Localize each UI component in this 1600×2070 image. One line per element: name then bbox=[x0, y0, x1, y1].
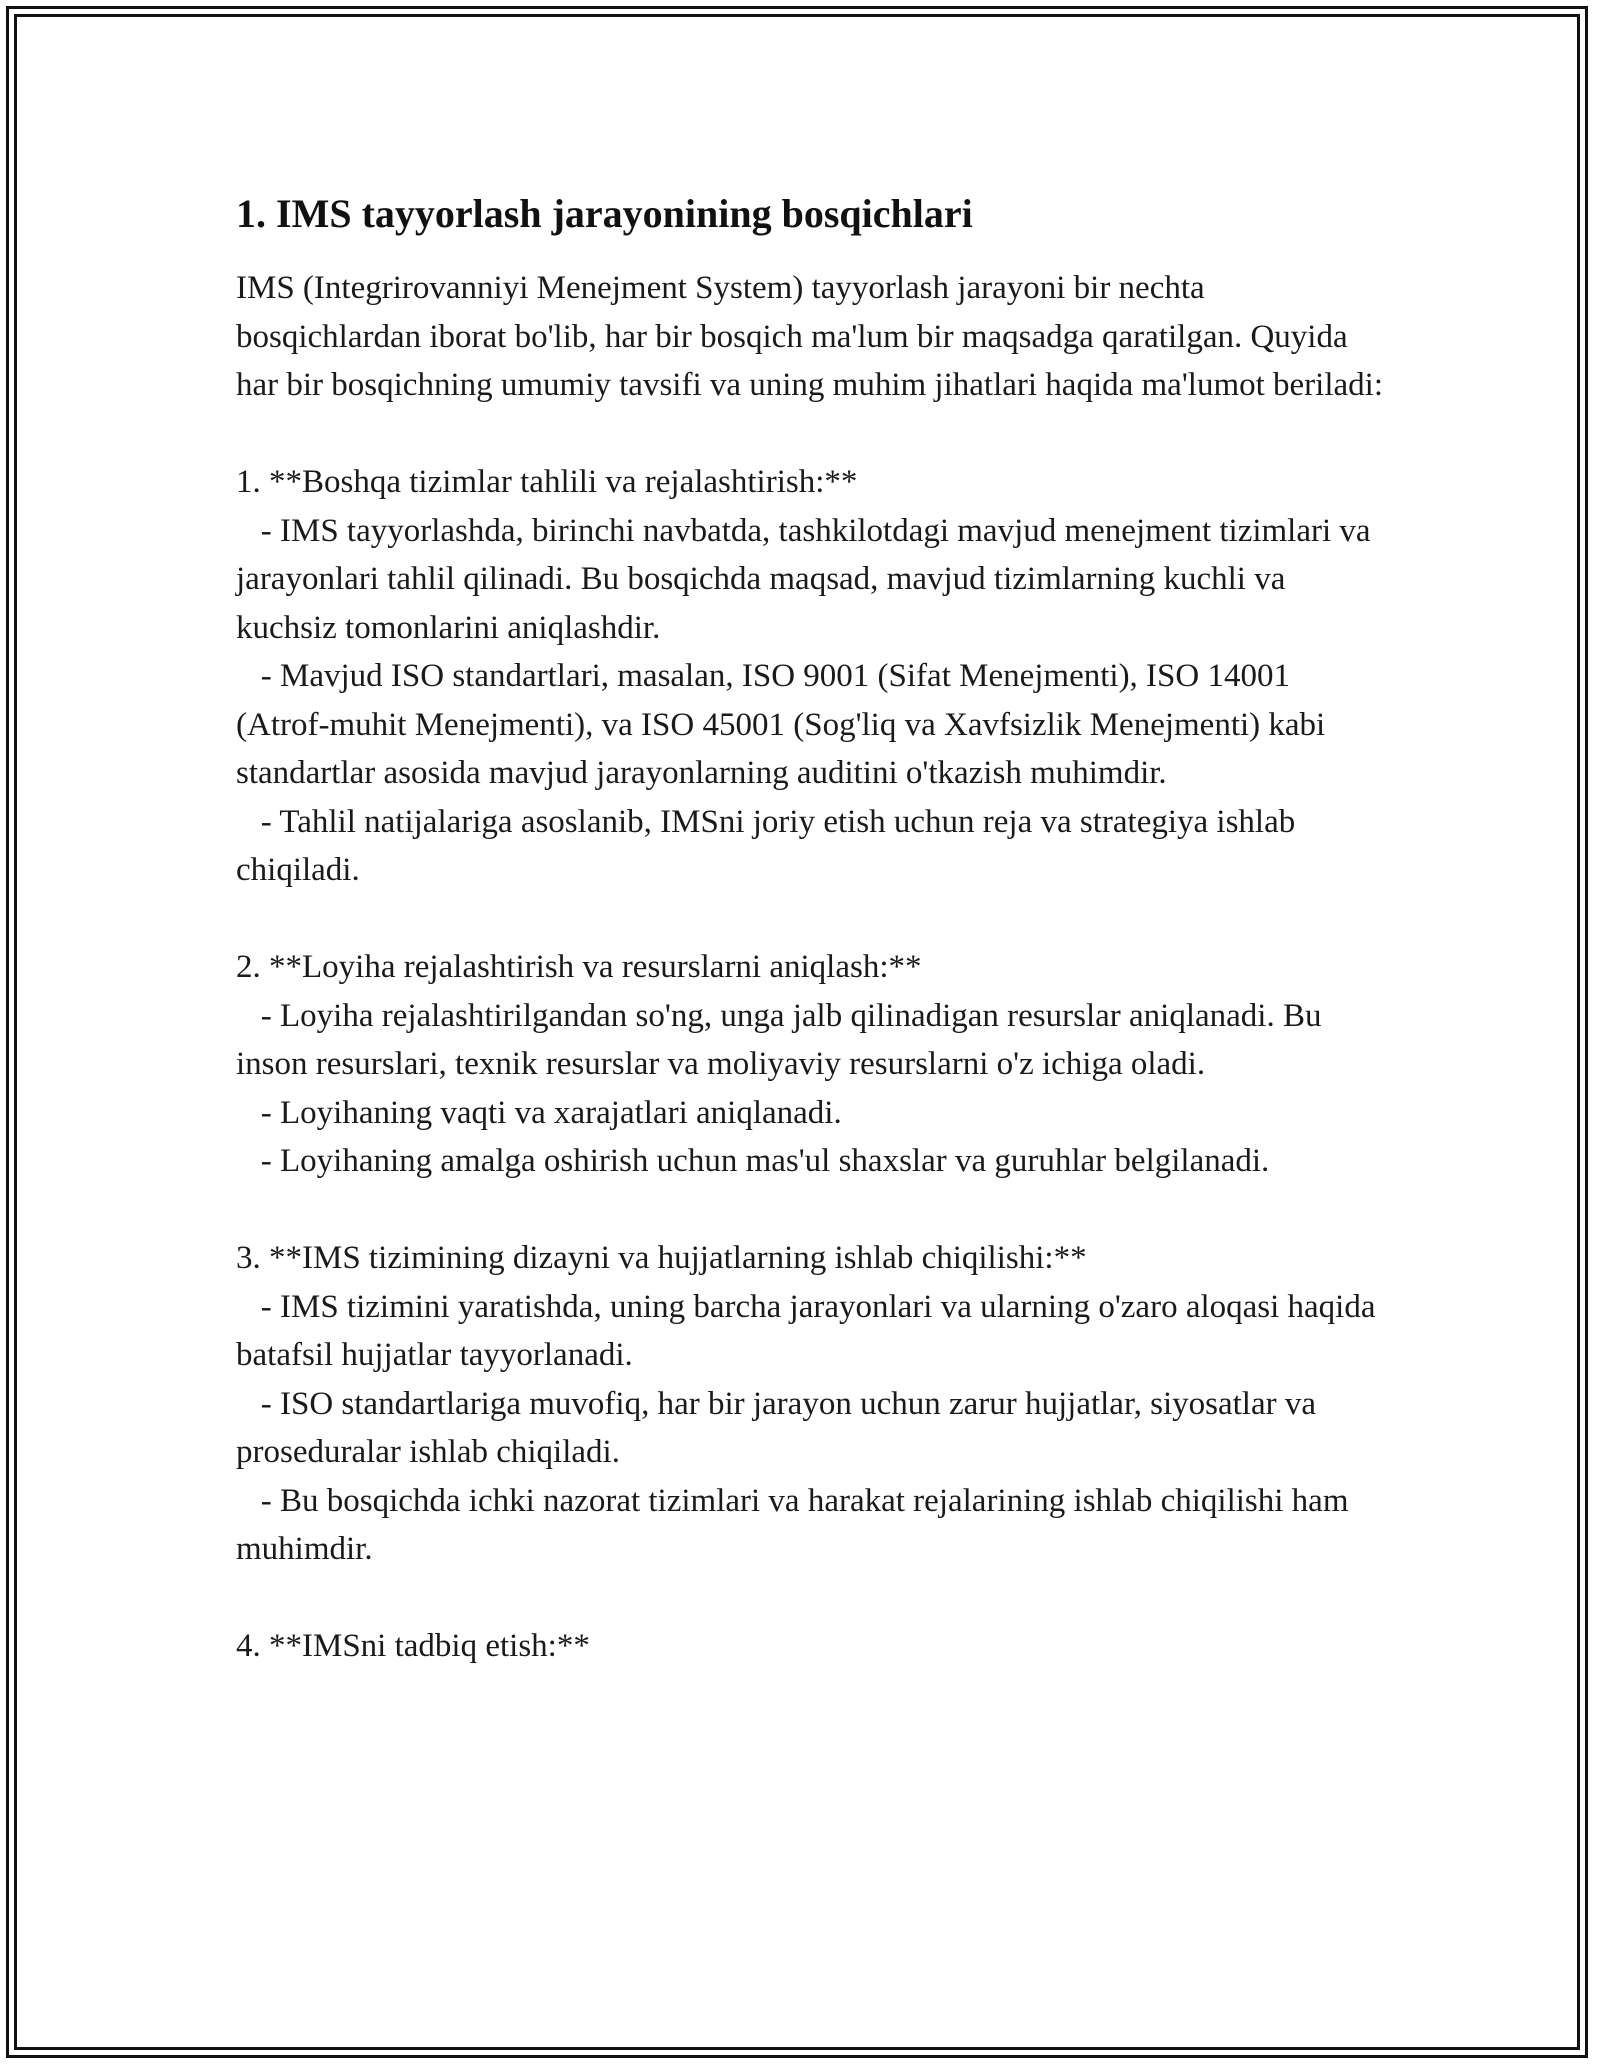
paragraph-gap bbox=[236, 1574, 1386, 1623]
paragraph-gap bbox=[236, 1186, 1386, 1235]
list-item: - Mavjud ISO standartlari, masalan, ISO 9001 (Sifat Menejmenti), ISO 14001 (Atrof-muhit Menejmenti), va ISO 45001 (Sog'liq va Xavfsizlik Menejmenti) kabi standartlar asosida mavjud jarayonlarning auditini o'tkazish muhimdir. bbox=[236, 658, 1334, 791]
list-item: - ISO standartlariga muvofiq, har bir jarayon uchun zarur hujjatlar, siyosatlar va proseduralar ishlab chiqiladi. bbox=[236, 1385, 1325, 1470]
paragraph-gap bbox=[236, 410, 1386, 459]
paragraph-gap bbox=[236, 895, 1386, 944]
document-title: 1. IMS tayyorlash jarayonining bosqichlari bbox=[236, 191, 973, 236]
intro-paragraph: IMS (Integrirovanniyi Menejment System) tayyorlash jarayoni bir nechta bosqichlardan iborat bo'lib, har bir bosqich ma'lum bir maqsadga qaratilgan. Quyida har bir bosqichning umumiy tavsifi va uning muhim jihatlari haqida ma'lumot beriladi: bbox=[236, 270, 1383, 403]
section-heading: 4. **IMSni tadbiq etish:** bbox=[236, 1628, 590, 1664]
list-item: - Loyiha rejalashtirilgandan so'ng, unga jalb qilinadigan resurslar aniqlanadi. Bu inson resurslari, texnik resurslar va moliyaviy resurslarni o'z ichiga oladi. bbox=[236, 997, 1330, 1082]
list-item: - Bu bosqichda ichki nazorat tizimlari va harakat rejalarining ishlab chiqilishi ham muhimdir. bbox=[236, 1482, 1357, 1567]
list-item: - IMS tayyorlashda, birinchi navbatda, tashkilotdagi mavjud menejment tizimlari va jarayonlari tahlil qilinadi. Bu bosqichda maqsad, mavjud tizimlarning kuchli va kuchsiz tomonlarini aniqlashdir. bbox=[236, 512, 1379, 646]
section-heading: 2. **Loyiha rejalashtirish va resurslarni aniqlash:** bbox=[236, 949, 922, 985]
document-body bbox=[236, 186, 1386, 1671]
list-item: - Loyihaning vaqti va xarajatlari aniqlanadi. bbox=[236, 1094, 842, 1131]
section-heading: 1. **Boshqa tizimlar tahlili va rejalashtirish:** bbox=[236, 464, 858, 500]
section-heading: 3. **IMS tizimining dizayni va hujjatlarning ishlab chiqilishi:** bbox=[236, 1240, 1087, 1276]
list-item: - IMS tizimini yaratishda, uning barcha jarayonlari va ularning o'zaro aloqasi haqida batafsil hujjatlar tayyorlanadi. bbox=[236, 1288, 1384, 1373]
list-item: - Loyihaning amalga oshirish uchun mas'ul shaxslar va guruhlar belgilanadi. bbox=[236, 1143, 1270, 1179]
list-item: - Tahlil natijalariga asoslanib, IMSni joriy etish uchun reja va strategiya ishlab chiqiladi. bbox=[236, 803, 1304, 888]
